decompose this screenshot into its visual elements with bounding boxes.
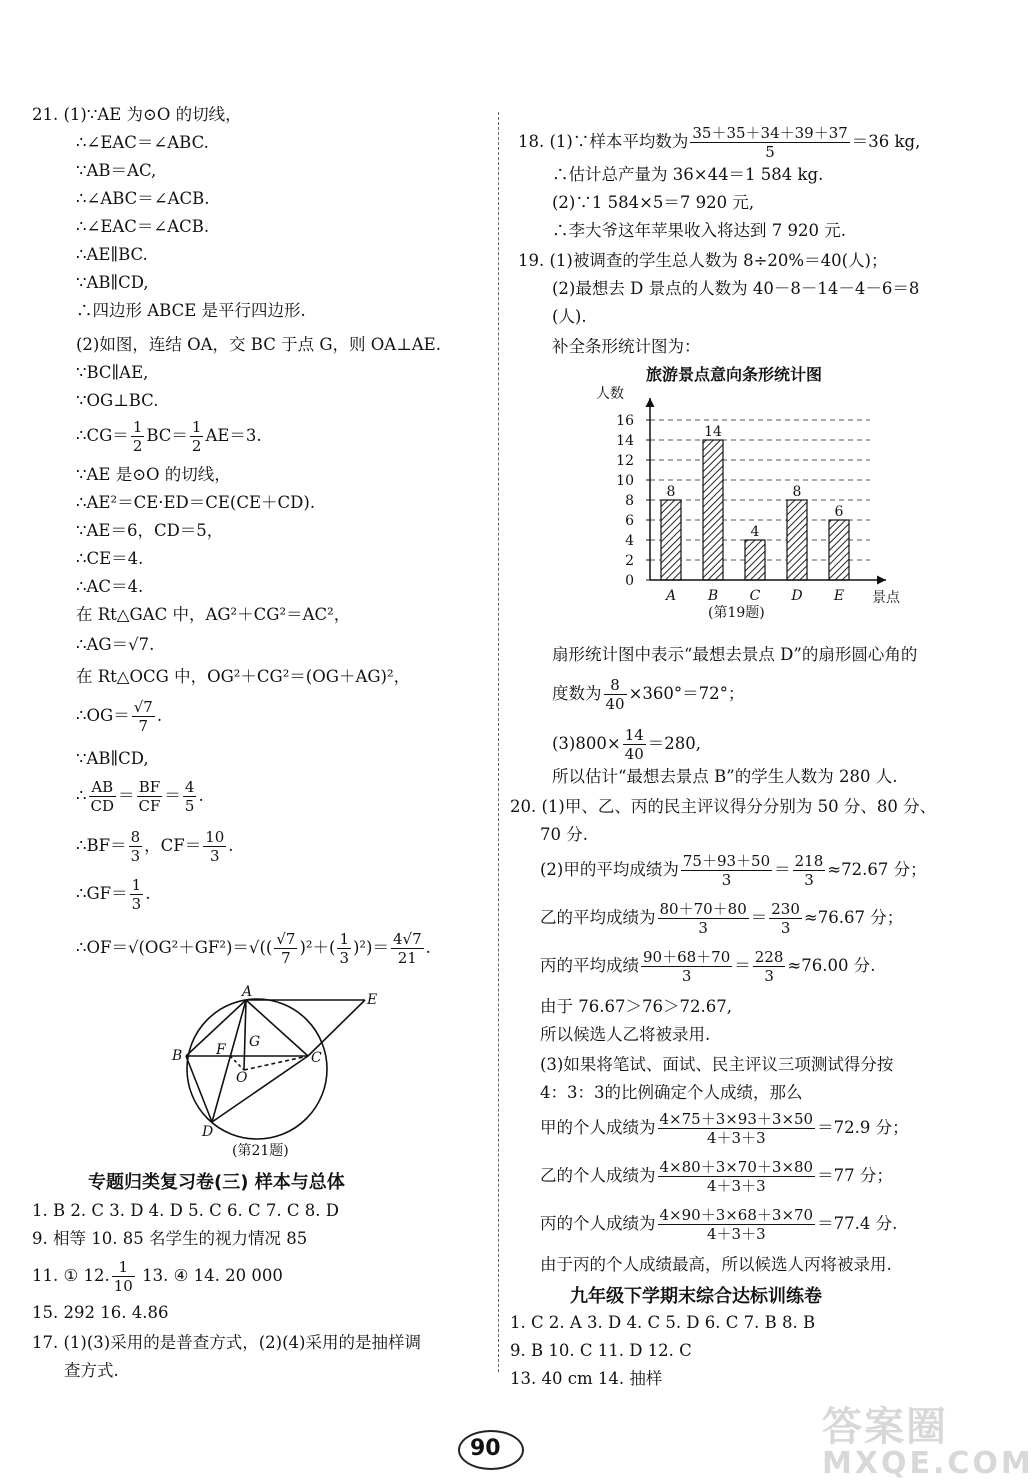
q18-line-3: (2)∵1 584×5＝7 920 元,	[552, 193, 755, 212]
q21-line-4: ∴∠ABC＝∠ACB.	[76, 189, 210, 208]
q20-line-1: 20. (1)甲、乙、丙的民主评议得分分别为 50 分、80 分、	[510, 797, 937, 816]
q21-line-2: ∴∠EAC＝∠ABC.	[76, 133, 209, 152]
bar-value-label: 8	[792, 484, 802, 500]
q20-bing-weighted: 丙的个人成绩为 $\frac{4\times 90+3\times 68+3\times 70}{4+3+3}$ ＝77.4 分.	[540, 1206, 898, 1243]
q19-line-2: (2)最想去 D 景点的人数为 40－8－14－4－6＝8	[552, 279, 920, 298]
bar-b	[703, 440, 723, 580]
mc2-row-1: 1. C 2. A 3. D 4. C 5. D 6. C 7. B 8. B	[510, 1313, 816, 1332]
x-tick-label: E	[833, 588, 845, 604]
q20-line-2: 70 分.	[540, 825, 588, 844]
y-tick-label: 8	[625, 493, 634, 509]
q21-line-3: ∵AB＝AC,	[76, 161, 157, 180]
diagram-caption: (第21题)	[232, 1143, 289, 1159]
fill-answers-row-1: 9. 相等 10. 85 名学生的视力情况 85	[32, 1229, 308, 1248]
page-number: 90	[470, 1436, 501, 1461]
q20-yi-weighted: 乙的个人成绩为 $\frac{4\times 80+3\times 70+3\times 80}{4+3+3}$ ＝77 分；	[540, 1158, 893, 1195]
label-d: D	[202, 1124, 214, 1140]
q20-jia-avg: (2)甲的平均成绩为 $\frac{75+93+50}{3}$ ＝ $\frac{218}{3}$ ≈72.67 分；	[540, 852, 927, 889]
q21-line-9: (2)如图，连结 OA，交 BC 于点 G，则 OA⊥AE.	[76, 335, 441, 354]
label-b: B	[172, 1048, 183, 1064]
label-f: F	[216, 1042, 226, 1058]
bar-value-label: 4	[750, 524, 760, 540]
label-a: A	[242, 984, 253, 1000]
watermark-line-1: 答案圈	[822, 1404, 948, 1450]
x-tick-label: D	[791, 588, 803, 604]
q21b-line-4: ∴CE＝4.	[76, 549, 144, 568]
mc-answers-row: 1. B 2. C 3. D 4. D 5. C 6. C 7. C 8. D	[32, 1201, 339, 1220]
x-axis-label: 景点	[872, 590, 900, 606]
q21-line-11: ∵OG⊥BC.	[76, 391, 159, 410]
cg-equation: ∴CG＝ $\frac{1}{2}$ BC＝ $\frac{1}{2}$ AE＝3.	[76, 418, 262, 455]
q19-line-4: 补全条形统计图为：	[552, 337, 701, 356]
q21b-line-8: 在 Rt△OCG 中，OG²＋CG²＝(OG＋AG)²，	[76, 667, 411, 686]
q19-line-1: 19. (1)被调查的学生总人数为 8÷20%＝40(人)；	[518, 251, 888, 270]
q21-line-5: ∴∠EAC＝∠ACB.	[76, 217, 210, 236]
label-e: E	[367, 992, 378, 1008]
segment-ao	[244, 1000, 246, 1070]
column-divider	[498, 112, 499, 1372]
y-tick-label: 0	[625, 573, 634, 589]
bar-c	[745, 540, 765, 580]
q21-line-10: ∵BC∥AE,	[76, 363, 149, 382]
q21b-line-5: ∴AC＝4.	[76, 577, 144, 596]
q21-line-1: 21. (1)∵AE 为⊙O 的切线，	[32, 105, 242, 124]
y-axis-label: 人数	[596, 386, 624, 402]
y-tick-label: 12	[616, 453, 634, 469]
y-tick-label: 14	[616, 433, 634, 449]
q18-line-2: ∴估计总产量为 36×44＝1 584 kg.	[552, 165, 824, 184]
q21-line-7: ∵AB∥CD,	[76, 273, 149, 292]
watermark-logo	[822, 1395, 1034, 1481]
line-ec	[308, 1000, 365, 1056]
chord-ad	[212, 1000, 246, 1122]
of-equation: ∴OF＝√(OG²＋GF²)＝√(( $\frac{√7}{7}$ )²＋( $\frac{1}{3}$ )²)＝ $\frac{4√7}{21}$ .	[76, 930, 431, 967]
y-tick-label: 10	[616, 473, 634, 489]
mc2-row-2: 9. B 10. C 11. D 12. C	[510, 1341, 692, 1360]
section-title-right: 九年级下学期末综合达标训练卷	[570, 1286, 822, 1307]
bar-value-label: 8	[666, 484, 676, 500]
y-tick-label: 16	[616, 413, 634, 429]
q18-line-4: ∴李大爷这年苹果收入将达到 7 920 元.	[552, 221, 846, 240]
chart-caption: (第19题)	[708, 605, 765, 621]
bar-e	[829, 520, 849, 580]
chart-title: 旅游景点意向条形统计图	[646, 365, 823, 384]
q20-bing-avg: 丙的平均成绩 $\frac{90+68+70}{3}$ ＝ $\frac{228}{3}$ ≈76.00 分.	[540, 948, 876, 985]
q17-line-1: 17. (1)(3)采用的是普查方式，(2)(4)采用的是抽样调	[32, 1333, 421, 1352]
label-o: O	[236, 1070, 248, 1086]
x-tick-label: B	[707, 588, 719, 604]
ratio-equation: ∴ $\frac{AB}{CD}$ ＝ $\frac{BF}{CF}$ ＝ $\frac{4}{5}$ .	[76, 778, 204, 815]
q19-3-conclusion: 所以估计“最想去景点 B”的学生人数为 280 人.	[552, 767, 898, 786]
bar-chart	[592, 384, 912, 604]
x-tick-label: A	[665, 588, 677, 604]
q21-line-8: ∴四边形 ABCE 是平行四边形.	[76, 301, 306, 320]
q21b-line-1: ∵AE 是⊙O 的切线，	[76, 465, 231, 484]
q18-line-1: 18. (1)∵样本平均数为 $\frac{35+35+34+39+37}{5}$ ＝36 kg,	[518, 124, 921, 161]
bar-value-label: 6	[834, 504, 844, 520]
q19-angle-line-2: 度数为 $\frac{8}{40}$ ×360°＝72°；	[552, 676, 745, 713]
fill-answers-row-3: 15. 292 16. 4.86	[32, 1303, 169, 1322]
fill-answers-row-2: 11. ① 12. $\frac{1}{10}$ 13. ④ 14. 20 000	[32, 1258, 283, 1295]
q20-compare: 由于 76.67＞76＞72.67,	[540, 997, 732, 1016]
q21b-line-2: ∴AE²＝CE·ED＝CE(CE＋CD).	[76, 493, 316, 512]
x-tick-label: C	[749, 588, 761, 604]
q19-3-equation: (3)800× $\frac{14}{40}$ ＝280,	[552, 726, 702, 763]
label-g: G	[249, 1034, 261, 1050]
circle-diagram	[160, 984, 400, 1150]
q19-angle-line-1: 扇形统计图中表示“最想去景点 D”的扇形圆心角的	[552, 645, 918, 664]
q19-line-3: (人).	[552, 307, 587, 326]
q20-final: 由于丙的个人成绩最高，所以候选人丙将被录用.	[540, 1255, 892, 1274]
mc2-row-3: 13. 40 cm 14. 抽样	[510, 1369, 663, 1388]
q20-3-line-2: 4：3：3的比例确定个人成绩，那么	[540, 1083, 803, 1102]
y-tick-label: 6	[625, 513, 634, 529]
bf-cf-equation: ∴BF＝ $\frac{8}{3}$ ，CF＝ $\frac{10}{3}$ .	[76, 828, 234, 865]
y-tick-label: 4	[625, 533, 634, 549]
label-c: C	[311, 1050, 322, 1066]
q17-line-2: 查方式.	[64, 1361, 119, 1380]
q20-jia-weighted: 甲的个人成绩为 $\frac{4\times 75+3\times 93+3\times 50}{4+3+3}$ ＝72.9 分；	[540, 1110, 909, 1147]
gf-equation: ∴GF＝ $\frac{1}{3}$ .	[76, 876, 151, 913]
q20-3-line-1: (3)如果将笔试、面试、民主评议三项测试得分按	[540, 1055, 894, 1074]
q21b-line-6: 在 Rt△GAC 中，AG²＋CG²＝AC²，	[76, 605, 351, 624]
bar-d	[787, 500, 807, 580]
ab-cd-parallel: ∵AB∥CD,	[76, 749, 149, 768]
watermark-line-2: MXQE.COM	[822, 1446, 1034, 1481]
bar-value-label: 14	[704, 424, 722, 440]
q20-yi-avg: 乙的平均成绩为 $\frac{80+70+80}{3}$ ＝ $\frac{230}{3}$ ≈76.67 分；	[540, 900, 904, 937]
q20-result-1: 所以候选人乙将被录用.	[540, 1025, 711, 1044]
q21b-line-3: ∵AE＝6，CD＝5，	[76, 521, 224, 540]
bar-a	[661, 500, 681, 580]
section-title-left: 专题归类复习卷(三) 样本与总体	[88, 1172, 345, 1193]
circle-o	[187, 999, 327, 1139]
og-equation: ∴OG＝ $\frac{√7}{7}$ .	[76, 698, 163, 735]
segment-of	[230, 1056, 244, 1070]
q21b-line-7: ∴AG＝√7.	[76, 635, 155, 654]
q21-line-6: ∴AE∥BC.	[76, 245, 148, 264]
y-tick-label: 2	[625, 553, 634, 569]
